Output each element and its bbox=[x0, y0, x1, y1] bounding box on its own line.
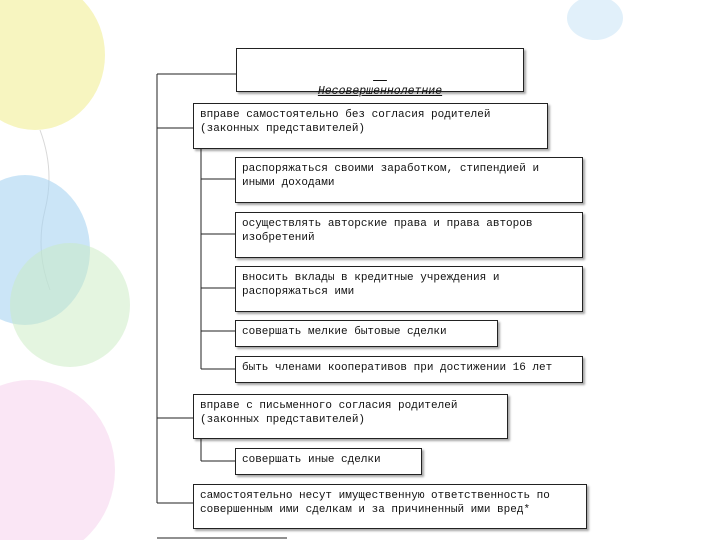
item-small-deals: совершать мелкие бытовые сделки bbox=[235, 320, 498, 347]
group-liability: самостоятельно несут имущественную ответственность по совершенным ими сделкам и за причиненный ими вред* bbox=[193, 484, 587, 529]
group-with-consent: вправе с письменного согласия родителей (законных представителей) bbox=[193, 394, 508, 439]
item-earnings: распоряжаться своими заработком, стипендией и иными доходами bbox=[235, 157, 583, 203]
item-deposits: вносить вклады в кредитные учреждения и распоряжаться ими bbox=[235, 266, 583, 312]
title-box bbox=[236, 48, 524, 98]
group-independent: вправе самостоятельно без согласия родителей (законных представителей) bbox=[193, 103, 548, 149]
item-cooperatives: быть членами кооперативов при достижении 16 лет bbox=[235, 356, 583, 383]
item-other-deals: совершать иные сделки bbox=[235, 448, 422, 475]
title-line-1: Несовершеннолетние bbox=[317, 85, 443, 98]
item-copyright: осуществлять авторские права и права авторов изобретений bbox=[235, 212, 583, 258]
